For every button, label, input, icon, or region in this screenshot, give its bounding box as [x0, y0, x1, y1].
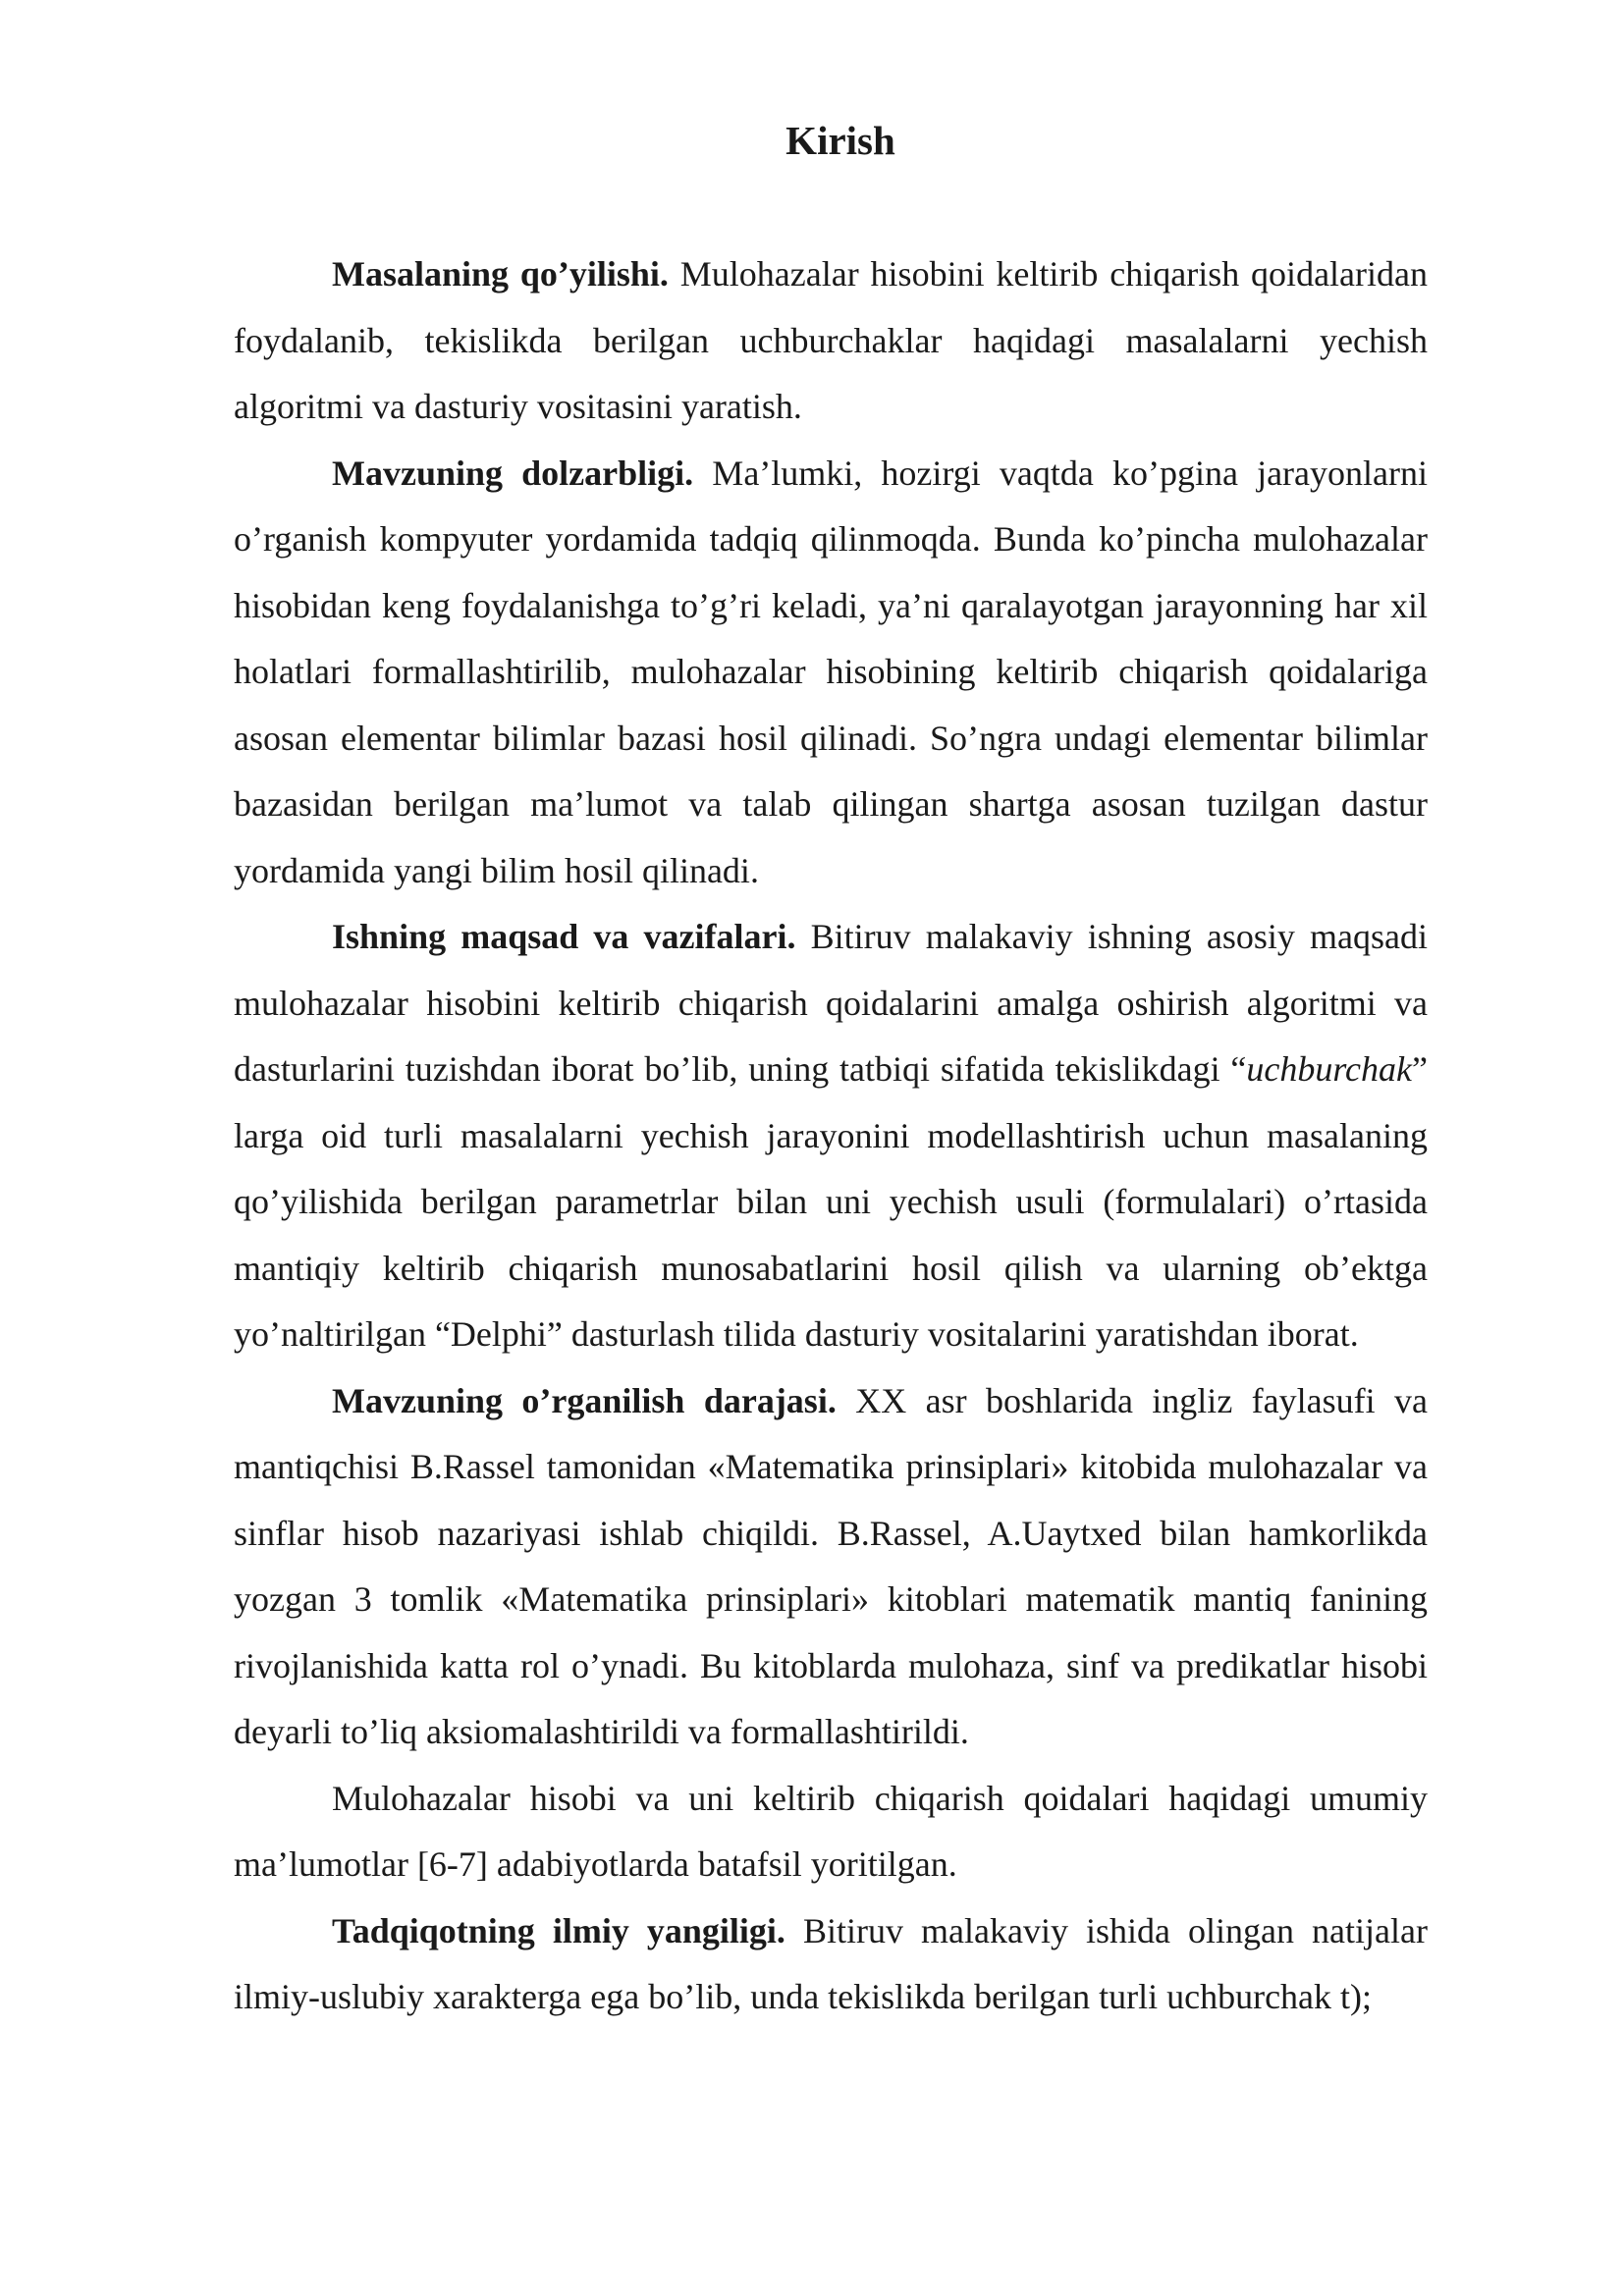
paragraph-text: Ma’lumki, hozirgi vaqtda ko’pgina jarayonlarni o’rganish kompyuter yordamida tadqiq qilinmoqda. Bunda ko’pincha mulohazalar hisobidan keng foydalanishga to’g’ri keladi, ya’ni qaralayotgan jarayonning har xil holatlari formallashtirilib, mulohazalar hisobining keltirib chiqarish qoidalariga asosan elementar bilimlar bazasi hosil qilinadi. So’ngra undagi elementar bilimlar bazasidan berilgan ma’lumot va talab qilingan shartga asosan tuzilgan dastur yordamida yangi bilim hosil qilinadi.	[234, 453, 1428, 890]
paragraph-text: Mulohazalar hisobini keltirib chiqarish qoidalaridan foydalanib, tekislikda berilgan uchburchaklar haqidagi masalalarni yechish algoritmi va dasturiy vositasini yaratish.	[234, 254, 1428, 426]
paragraph-text: Bitiruv malakaviy ishning asosiy maqsadi mulohazalar hisobini keltirib chiqarish qoidalarini amalga oshirish algoritmi va dasturlarini tuzishdan iborat bo’lib, uning tatbiqi sifatida tekislikdagi “	[234, 917, 1428, 1089]
paragraph-literature	[234, 1766, 1428, 1898]
paragraph-text: Bitiruv malakaviy ishida olingan natijalar ilmiy-uslubiy xarakterga ega bo’lib, unda tekislikda berilgan turli uchburchak t);	[234, 1910, 1428, 2016]
paragraph-goals	[234, 904, 1428, 1368]
paragraph-text: Mulohazalar hisobi va uni keltirib chiqarish qoidalari haqidagi umumiy ma’lumotlar [6-7] adabiyotlarda batafsil yoritilgan.	[234, 1778, 1428, 1884]
page-title: Kirish	[785, 118, 895, 163]
paragraph-study-level	[234, 1368, 1428, 1766]
paragraph-problem-statement	[234, 241, 1428, 441]
paragraph-lead: Mavzuning o’rganilish darajasi.	[332, 1380, 837, 1420]
paragraph-text: XX asr boshlarida ingliz faylasufi va mantiqchisi B.Rassel tamonidan «Matematika prinsiplari» kitobida mulohazalar va sinflar hisob nazariyasi ishlab chiqildi. B.Rassel, A.Uaytxed bilan hamkorlikda yozgan 3 tomlik «Matematika prinsiplari» kitoblari matematik mantiq fanining rivojlanishida katta rol o’ynadi. Bu kitoblarda mulohaza, sinf va predikatlar hisobi deyarli to’liq aksiomalashtirildi va formallashtirildi.	[234, 1380, 1428, 1751]
paragraph-lead: Ishning maqsad va vazifalari.	[332, 917, 796, 956]
paragraph-text: ” larga oid turli masalalarni yechish jarayonini modellashtirish uchun masalaning qo’yilishida berilgan parametrlar bilan uni yechish usuli (formulalari) o’rtasida mantiqiy keltirib chiqarish munosabatlarini hosil qilish va ularning ob’ektga yo’naltirilgan “Delphi” dasturlash tilida dasturiy vositalarini yaratishdan iborat.	[234, 1049, 1428, 1354]
paragraph-lead: Masalaning qo’yilishi.	[332, 254, 669, 294]
paragraph-lead: Mavzuning dolzarbligi.	[332, 453, 694, 493]
paragraph-relevance	[234, 441, 1428, 905]
paragraph-emphasis: uchburchak	[1246, 1049, 1413, 1089]
paragraph-lead: Tadqiqotning ilmiy yangiligi.	[332, 1910, 785, 1950]
paragraph-novelty	[234, 1898, 1428, 2031]
